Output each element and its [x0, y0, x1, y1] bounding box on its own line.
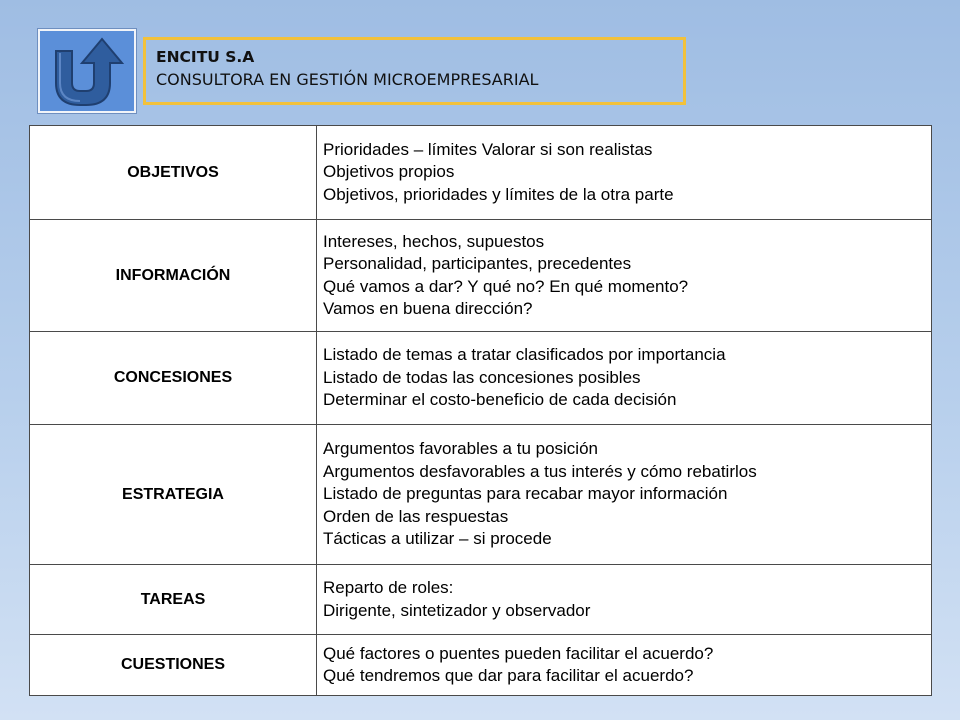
category-cell: CONCESIONES: [30, 332, 317, 425]
description-cell: [317, 425, 932, 565]
company-name: ENCITU S.A: [156, 48, 255, 66]
table-row: [30, 220, 932, 332]
table-row: [30, 565, 932, 635]
description-line: Orden de las respuestas: [323, 506, 509, 526]
description-cell: [317, 220, 932, 332]
description-line: Vamos en buena dirección?: [323, 299, 533, 318]
negotiation-plan-table: [29, 125, 932, 696]
description-line: Qué vamos a dar? Y qué no? En qué momento?: [323, 276, 689, 296]
table-row: [30, 332, 932, 425]
description-cell: [317, 635, 932, 696]
description-line: Reparto de roles:: [323, 578, 454, 597]
description-line: Qué tendremos que dar para facilitar el acuerdo?: [323, 666, 694, 685]
table-row: [30, 126, 932, 220]
description-line: Argumentos desfavorables a tus interés y cómo rebatirlos: [323, 461, 757, 481]
description-line: Listado de temas a tratar clasificados por importancia: [323, 345, 726, 365]
description-line: Intereses, hechos, supuestos: [323, 231, 545, 251]
company-header: [143, 37, 686, 105]
category-cell: ESTRATEGIA: [30, 425, 317, 565]
description-line: Objetivos, prioridades y límites de la otra parte: [323, 184, 674, 204]
description-cell: [317, 565, 932, 635]
table-row: [30, 425, 932, 565]
description-cell: [317, 332, 932, 425]
description-line: Dirigente, sintetizador y observador: [323, 600, 591, 620]
category-cell: INFORMACIÓN: [30, 220, 317, 332]
description-line: Listado de preguntas para recabar mayor información: [323, 484, 728, 504]
description-line: Prioridades – límites Valorar si son realistas: [323, 139, 653, 159]
description-line: Personalidad, participantes, precedentes: [323, 254, 632, 273]
description-cell: [317, 126, 932, 220]
category-cell: CUESTIONES: [30, 635, 317, 696]
description-line: Listado de todas las concesiones posibles: [323, 367, 641, 387]
description-line: Tácticas a utilizar – si procede: [323, 529, 552, 549]
company-tagline: CONSULTORA EN GESTIÓN MICROEMPRESARIAL: [156, 70, 539, 89]
description-line: Qué factores o puentes pueden facilitar el acuerdo?: [323, 643, 714, 663]
description-line: Argumentos favorables a tu posición: [323, 439, 598, 459]
description-line: Objetivos propios: [323, 162, 455, 182]
category-cell: TAREAS: [30, 565, 317, 635]
u-turn-arrow-icon: [40, 31, 138, 115]
category-cell: OBJETIVOS: [30, 126, 317, 220]
table-row: [30, 635, 932, 696]
back-button[interactable]: [38, 29, 136, 113]
description-line: Determinar el costo-beneficio de cada decisión: [323, 390, 677, 410]
